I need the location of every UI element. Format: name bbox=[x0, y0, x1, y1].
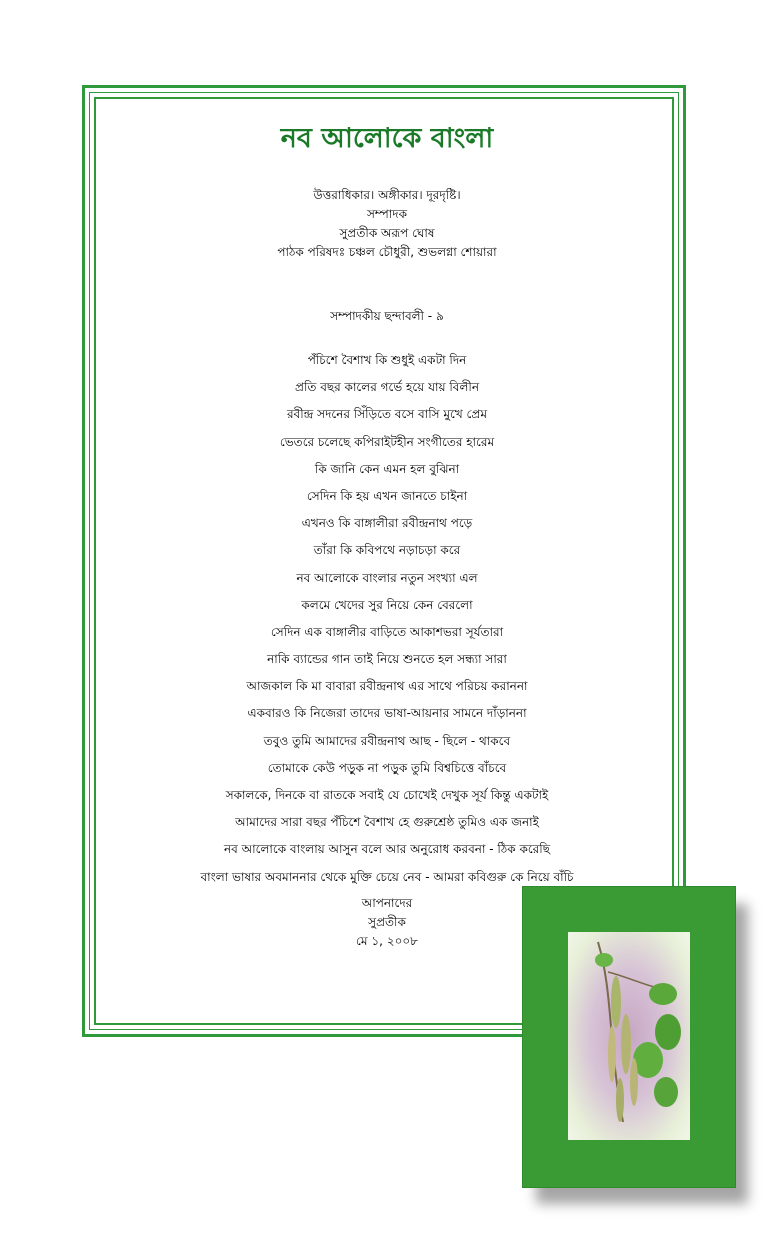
poem-line: তবুও তুমি আমাদের রবীন্দ্রনাথ আছ - ছিলে - থাকবে bbox=[263, 733, 511, 748]
poem-line: সেদিন কি হয় এখন জানতে চাইনা bbox=[306, 488, 468, 503]
editor-label: সম্পাদক bbox=[366, 207, 407, 221]
poem-line: পঁচিশে বৈশাখ কি শুধুই একটা দিন bbox=[307, 353, 467, 367]
poem-line: এখনও কি বাঙ্গালীরা রবীন্দ্রনাথ পড়ে bbox=[301, 516, 473, 531]
motto: উত্তরাধিকার। অঙ্গীকার। দূরদৃষ্টি। bbox=[313, 188, 461, 202]
editor-name: সুপ্রতীক অরূপ ঘোষ bbox=[339, 226, 435, 240]
masthead bbox=[85, 186, 689, 262]
poem bbox=[85, 350, 689, 894]
poem-line: নাকি ব্যান্ডের গান তাই নিয়ে শুনতে হল সন্ধ্যা সারা bbox=[267, 652, 507, 667]
poem-line: একবারও কি নিজেরা তাদের ভাষা-আয়নার সামনে দাঁড়াননা bbox=[247, 706, 527, 721]
poem-line: আমাদের সারা বছর পঁচিশে বৈশাখ হে গুরুশ্রেষ্ঠ তুমিও এক জনাই bbox=[235, 815, 539, 830]
poem-line: তাঁরা কি কবিপথে নড়াচড়া করে bbox=[313, 543, 461, 558]
leaf-photo bbox=[568, 932, 690, 1140]
leaf-illustration bbox=[568, 932, 690, 1140]
reader-council: পাঠক পরিষদঃ চঞ্চল চৌধুরী, শুভলগ্না শোয়ারা bbox=[277, 245, 497, 259]
poem-line: ভেতরে চলেছে কপিরাইটহীন সংগীতের হারেম bbox=[279, 434, 495, 449]
signoff-name: সুপ্রতীক bbox=[368, 915, 406, 929]
signoff-salutation: আপনাদের bbox=[361, 896, 413, 910]
poem-line: তোমাকে কেউ পড়ুক না পড়ুক তুমি বিশ্বচিত্তে বাঁচবে bbox=[267, 760, 507, 775]
page-title: নব আলোকে বাংলা bbox=[280, 123, 494, 154]
poem-line: আজকাল কি মা বাবারা রবীন্দ্রনাথ এর সাথে পরিচয় করাননা bbox=[246, 679, 528, 694]
poem-line: কলমে খেদের সুর নিয়ে কেন বেরলো bbox=[301, 597, 473, 612]
poem-line: কি জানি কেন এমন হল বুঝিনা bbox=[314, 461, 460, 476]
signoff-date: মে ১, ২০০৮ bbox=[356, 934, 418, 948]
poem-line: নব আলোকে বাংলায় আসুন বলে আর অনুরোধ করবনা - ঠিক করেছি bbox=[224, 842, 550, 857]
poem-line: নব আলোকে বাংলার নতুন সংখ্যা এল bbox=[296, 570, 478, 585]
poem-line: বাংলা ভাষার অবমাননার থেকে মুক্তি চেয়ে নেব - আমরা কবিগুরু কে নিয়ে বাঁচি bbox=[200, 869, 574, 884]
poem-line: সকালকে, দিনকে বা রাতকে সবাই যে চোখেই দেখুক সূর্য কিন্তু একটাই bbox=[225, 788, 549, 802]
poem-line: প্রতি বছর কালের গর্ভে হয়ে যায় বিলীন bbox=[294, 380, 479, 395]
poem-line: রবীন্দ্র সদনের সিঁড়িতে বসে বাসি মুখে প্রেম bbox=[286, 407, 488, 422]
section-heading: সম্পাদকীয় ছন্দাবলী - ৯ bbox=[330, 309, 444, 323]
poem-line: সেদিন এক বাঙ্গালীর বাড়িতে আকাশভরা সূর্যতারা bbox=[270, 624, 504, 639]
decorative-card bbox=[523, 887, 735, 1187]
